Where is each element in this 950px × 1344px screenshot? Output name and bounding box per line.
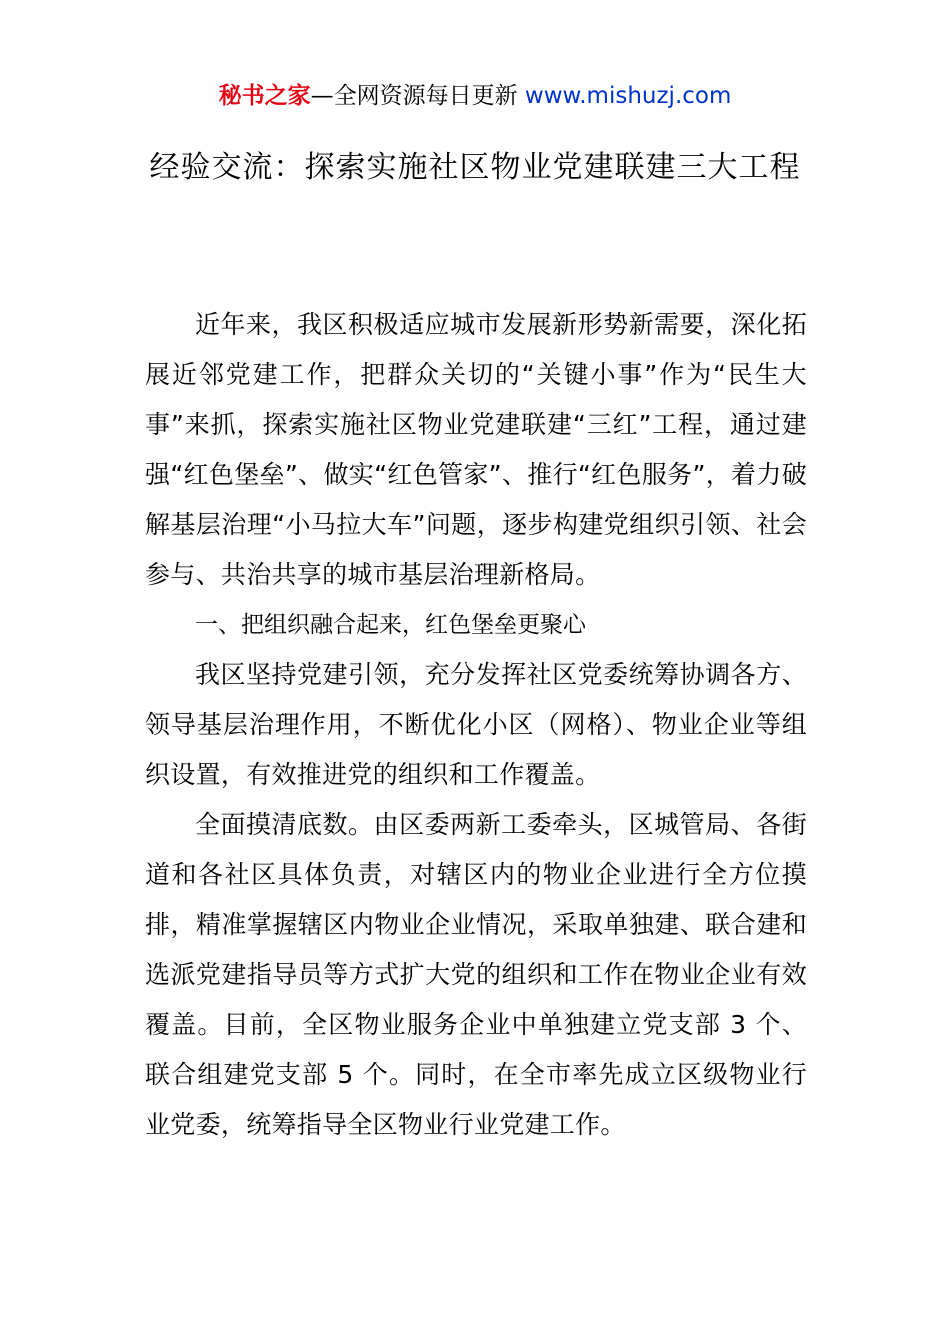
brand-name: 秘书之家: [218, 83, 311, 109]
document-body: [145, 300, 807, 1150]
site-url-link[interactable]: www.mishuzj.com: [524, 83, 732, 109]
section-heading: 一、把组织融合起来，红色堡垒更聚心: [195, 612, 586, 638]
section-paragraph: 我区坚持党建引领，充分发挥社区党委统筹协调各方、领导基层治理作用，不断优化小区（网格）、物业企业等组织设置，有效推进党的组织和工作覆盖。: [145, 660, 807, 789]
header-slogan: —全网资源每日更新: [310, 83, 525, 109]
section-paragraph-detail: 全面摸清底数。由区委两新工委牵头，区城管局、各街道和各社区具体负责，对辖区内的物业企业进行全方位摸排，精准掌握辖区内物业企业情况，采取单独建、联合建和选派党建指导员等方式扩大党的组织和工作在物业企业有效覆盖。目前，全区物业服务企业中单独建立党支部 3 个、联合组建党支部 5 个。同时，在全市率先成立区级物业行业党委，统筹指导全区物业行业党建工作。: [145, 810, 807, 1139]
site-header: [0, 80, 950, 112]
document-title: 经验交流：探索实施社区物业党建联建三大工程: [149, 150, 801, 185]
intro-paragraph: 近年来，我区积极适应城市发展新形势新需要，深化拓展近邻党建工作，把群众关切的“关键小事”作为“民生大事”来抓，探索实施社区物业党建联建“三红”工程，通过建强“红色堡垒”、做实“红色管家”、推行“红色服务”，着力破解基层治理“小马拉大车”问题，逐步构建党组织引领、社会参与、共治共享的城市基层治理新格局。: [145, 310, 807, 589]
